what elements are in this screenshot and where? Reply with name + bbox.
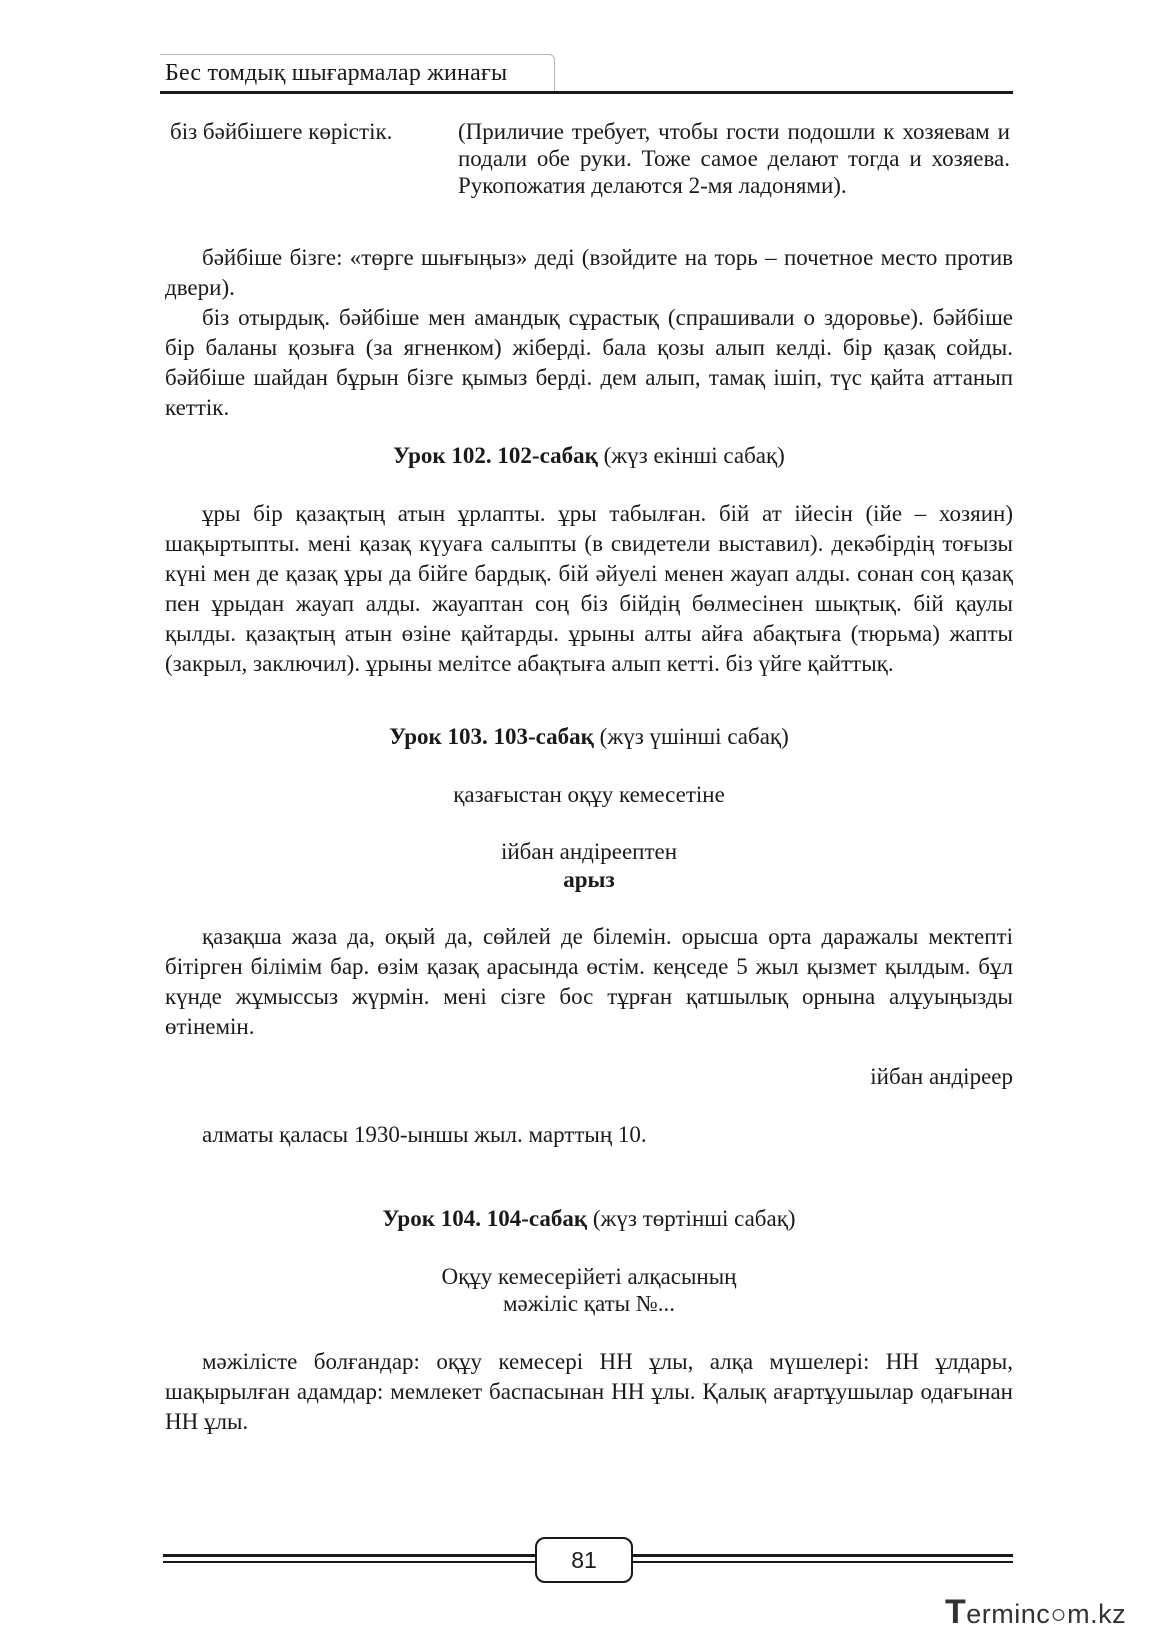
- dialog-russian: (Приличие требует, чтобы гости подошли к хозяевам и подали обе руки. Тоже самое делают тогда и хозяева. Рукопожатия делаются 2-мя ладонями).: [458, 119, 1010, 198]
- paragraph: бәйбіше бізге: «төрге шығыңыз» деді (взойдите на торь – почетное место против двери).: [165, 245, 1013, 300]
- letter-signature: ійбан андіреep: [870, 1064, 1013, 1089]
- letter-date: алматы қаласы 1930-ыншы жыл. марттың 10.: [202, 1122, 647, 1147]
- paragraph-block-1: [165, 243, 1013, 423]
- lesson-heading-plain: (жүз екінші сабақ): [597, 443, 785, 468]
- lesson-heading-104: [165, 1204, 1013, 1234]
- dialog-kazakh: біз бәйбішеге көрістік.: [170, 119, 393, 144]
- lesson-heading-bold: Урок 102. 102-сабақ: [393, 443, 598, 468]
- page-number: 81: [535, 1537, 633, 1583]
- lesson-heading-plain: (жүз төртінші сабақ): [587, 1206, 796, 1231]
- letter-from: ійбан андіреептен: [500, 839, 678, 864]
- paragraph: ұры бір қазақтың атын ұрлапты. ұры табылған. бій ат ійесін (ійе – хозяин) шақыртыпты. мені қазақ күуаға салыпты (в свидетели выставил). декәбірдің тоғызы күні мен де қазақ ұры да бійге бардық. бій әйуелі менен жауап алды. сонан соң қазақ пен ұрыдан жауап алды. жауаптан соң біз бійдің бөлмесінен шықтық. бій қаулы қылды. қазақтың атын өзіне қайтарды. ұрыны алты айға абақтыға (тюрьма) жапты (закрыл, заключил). ұрыны мелітсе абақтыға алып кетті. біз үйге қайттық.: [165, 501, 1013, 676]
- lesson-heading-103: [165, 722, 1013, 752]
- paragraph: мәжілісте болғандар: оқұу кемесері НН ұлы, алқа мүшелері: НН ұлдары, шақырылған адамдар: мемлекет баспасынан НН ұлы. Қалық ағартұушылар одағынан НН ұлы.: [165, 1349, 1013, 1434]
- paragraph: біз отырдық. бәйбіше мен амандық сұрастық (спрашивали о здоровье). бәйбіше бір баланы қозыға (за ягненком) жіберді. бала қозы алып келді. бір қазақ сойды. бәйбіше шайдан бұрын бізге қымыз берді. дем алып, тамақ ішіп, түс қайта аттанып кеттік.: [165, 305, 1013, 420]
- paragraph: қазақша жаза да, оқый да, сөйлей де білемін. орысша орта даражалы мектепті бітірген білімім бар. өзім қазақ арасында өстім. кеңседе 5 жыл қызмет қылдым. бұл күнде жұмыссыз жүрмін. мені сізге бос тұрған қатшылық орнына алұуыңызды өтінемін.: [165, 924, 1013, 1039]
- minutes-title-line-2: мәжіліс қаты №...: [502, 1291, 676, 1316]
- lesson-104-text-block: [165, 1347, 1013, 1437]
- running-head-title: Бес томдық шығармалар жинағы: [165, 60, 508, 86]
- letter-title: арыз: [563, 867, 615, 892]
- minutes-title-line-1: Оқұу кемесерійеті алқасының: [441, 1264, 737, 1289]
- header-rule: [160, 91, 1013, 94]
- lesson-heading-plain: (жүз үшінші сабақ): [593, 724, 789, 749]
- lesson-heading-bold: Урок 103. 103-сабақ: [389, 724, 594, 749]
- lesson-103-text-block: [165, 922, 1013, 1042]
- letter-addressee: қазағыстан оқұу кемесетіне: [453, 782, 725, 807]
- watermark-text: erminc○m.kz: [966, 1599, 1127, 1629]
- letter-date-block: [165, 1120, 1013, 1150]
- site-watermark: [945, 1593, 1127, 1631]
- lesson-heading-bold: Урок 104. 104-сабақ: [382, 1206, 588, 1231]
- watermark-letter: T: [945, 1593, 967, 1631]
- lesson-heading-102: [165, 441, 1013, 471]
- lesson-102-text-block: [165, 499, 1013, 679]
